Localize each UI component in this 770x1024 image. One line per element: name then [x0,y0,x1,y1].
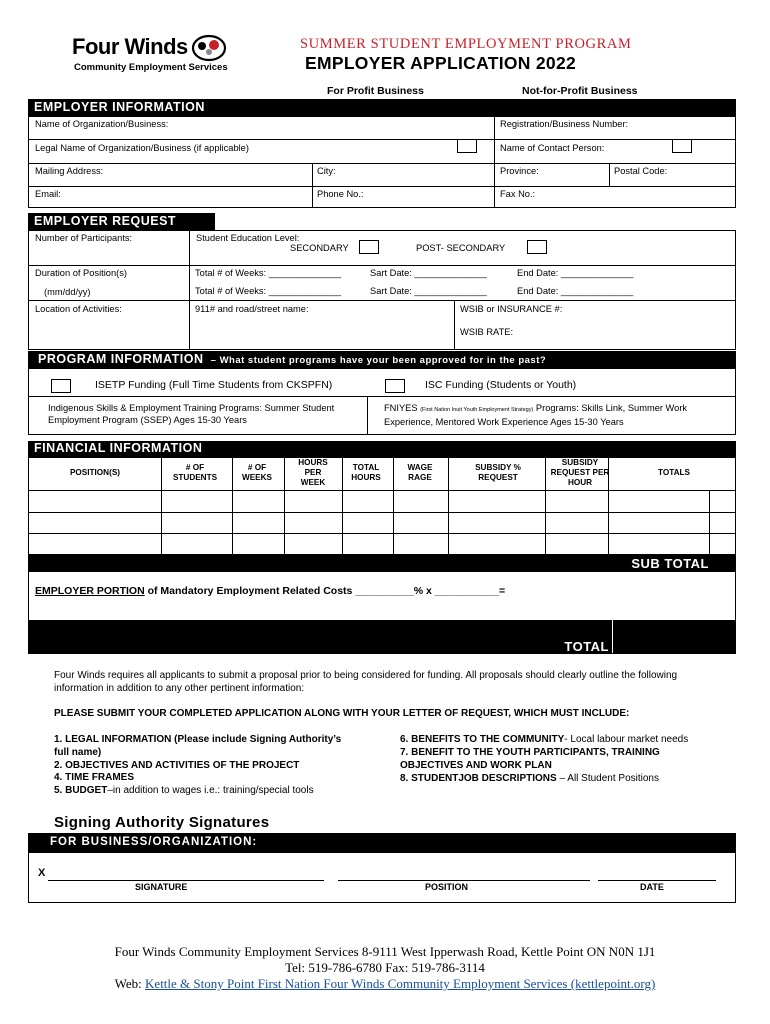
fniyes-label: FNIYES [384,403,418,413]
total-label: TOTAL [564,639,609,654]
start-date-field-2[interactable]: Sart Date: ______________ [370,286,487,296]
instructions-intro: Four Winds requires all applicants to submit a proposal prior to being considered for funding. All proposals should clearly outline the following information in addition to any other pertinent information: [54,670,678,694]
fniyes-programs: Programs: Skills Link, Summer Work Experience, Mentored Work Experience Ages 15-30 Years [384,403,688,427]
col-wage-rage: WAGE RAGE [407,463,433,482]
date-format-label: (mm/dd/yy) [44,287,91,297]
for-profit-checkbox[interactable] [457,139,477,153]
secondary-checkbox[interactable] [359,240,379,254]
program-title: SUMMER STUDENT EMPLOYMENT PROGRAM [300,36,632,52]
employer-request-bar [28,213,215,230]
logo-brand: Four Winds [72,34,188,59]
col-subsidy-percent: SUBSIDY % REQUEST [475,463,521,482]
col-hours-per-week: HOURS PER WEEK [298,458,328,487]
road-name-field[interactable]: 911# and road/street name: [195,304,309,314]
city-field[interactable]: City: [317,166,336,176]
col-positions: POSITION(S) [69,468,121,477]
wsib-rate-field[interactable]: WSIB RATE: [460,327,514,337]
wsib-field[interactable]: WSIB or INSURANCE #: [460,304,563,314]
program-info-bar [28,351,736,368]
post-secondary-label: POST- SECONDARY [416,243,506,253]
email-field[interactable]: Email: [35,189,61,199]
instruction-item-5-label: 5. BUDGET [54,785,108,796]
footer-address: Four Winds Community Employment Services 8-9111 West Ipperwash Road, Kettle Point ON N0N 1J1 [114,944,656,959]
total-divider [612,620,613,653]
org-name-field[interactable]: Name of Organization/Business: [35,119,169,129]
signature-line[interactable] [48,880,324,881]
sub-total-bar [29,554,735,572]
col-subsidy-per-hour: SUBSIDY REQUEST PER HOUR [550,458,610,487]
isc-label: ISC Funding (Students or Youth) [425,379,577,391]
reg-number-field[interactable]: Registration/Business Number: [500,119,629,129]
signing-title: Signing Authority Signatures [54,814,270,831]
employer-portion-field[interactable] [35,585,505,597]
legal-name-field[interactable]: Legal Name of Organization/Business (if applicable) [35,143,249,153]
total-bar [29,620,735,653]
instruction-item-6-detail: - Local labour market needs [564,734,689,745]
education-level-label: Student Education Level: [196,233,300,243]
signature-label: SIGNATURE [135,882,188,892]
employer-info-bar [28,99,736,116]
start-date-field-1[interactable]: Sart Date: ______________ [370,268,487,278]
signing-bar-label: FOR BUSINESS/ORGANIZATION: [50,836,258,848]
position-label: POSITION [425,882,469,892]
date-label: DATE [640,882,664,892]
end-date-field-2[interactable]: End Date: ______________ [517,286,634,296]
employer-info-box [28,116,736,208]
program-info-question: – What student programs have your been approved for in the past? [210,355,547,366]
signature-x-mark: X [38,867,46,879]
not-for-profit-label: Not-for-Profit Business [522,85,638,97]
logo-emblem-icon [188,34,228,64]
instruction-item-8-label: 8. STUDENTJOB DESCRIPTIONS [400,773,557,784]
footer-web-label: Web: [114,976,142,991]
instruction-item-1: 1. LEGAL INFORMATION (Please include Signing Authority’s full name) [54,734,342,758]
for-profit-label: For Profit Business [327,85,424,97]
program-info-title: PROGRAM INFORMATION [38,352,204,366]
position-line[interactable] [338,880,590,881]
footer-web-link[interactable]: Kettle & Stony Point First Nation Four Winds Community Employment Services (kettlepoint.org) [145,976,656,991]
total-weeks-field-2[interactable]: Total # of Weeks: ______________ [195,286,342,296]
employer-request-title: EMPLOYER REQUEST [34,214,177,228]
location-label: Location of Activities: [35,304,122,314]
financial-info-title: FINANCIAL INFORMATION [34,441,203,455]
signing-bar [28,833,736,853]
col-total-hours: TOTAL HOURS [351,463,381,482]
secondary-label: SECONDARY [290,243,349,253]
isetp-checkbox[interactable] [51,379,71,393]
instruction-item-5 [54,784,374,797]
post-secondary-checkbox[interactable] [527,240,547,254]
duration-label: Duration of Position(s) [35,268,127,278]
instruction-item-5-detail: –in addition to wages i.e.: training/special tools [107,785,314,796]
isetp-description: Indigenous Skills & Employment Training Programs: Summer Student Employment Program (SSEP) Ages 15-30 Years [48,403,335,425]
col-num-weeks: # OF WEEKS [241,463,273,482]
not-for-profit-checkbox[interactable] [672,139,692,153]
financial-info-bar [28,441,736,457]
employer-portion-formula: of Mandatory Employment Related Costs __________% x ___________= [147,585,506,597]
instruction-item-4: 4. TIME FRAMES [54,772,135,783]
date-line[interactable] [598,880,716,881]
footer [0,944,770,992]
isetp-label: ISETP Funding (Full Time Students from CKSPFN) [95,379,333,391]
mailing-address-field[interactable]: Mailing Address: [35,166,104,176]
province-field[interactable]: Province: [500,166,539,176]
footer-phone: Tel: 519-786-6780 Fax: 519-786-3114 [285,960,485,975]
application-title: EMPLOYER APPLICATION 2022 [305,53,577,73]
postal-code-field[interactable]: Postal Code: [614,166,668,176]
contact-name-field[interactable]: Name of Contact Person: [500,143,605,153]
fniyes-strategy: (First Nation Inuit Youth Employment Strategy) [420,407,534,413]
participants-field[interactable]: Number of Participants: [35,233,133,243]
sub-total-label: SUB TOTAL [631,556,709,571]
logo [72,34,242,78]
instruction-item-6-label: 6. BENEFITS TO THE COMMUNITY [400,734,565,745]
footer-web [0,976,770,992]
employer-info-title: EMPLOYER INFORMATION [34,100,205,114]
instruction-item-6 [400,733,740,746]
col-num-students: # OF STUDENTS [172,463,218,482]
end-date-field-1[interactable]: End Date: ______________ [517,268,634,278]
instructions-heading: PLEASE SUBMIT YOUR COMPLETED APPLICATION ALONG WITH YOUR LETTER OF REQUEST, WHICH MUST INCLUDE: [54,708,630,719]
phone-field[interactable]: Phone No.: [317,189,364,199]
total-weeks-field-1[interactable]: Total # of Weeks: ______________ [195,268,342,278]
col-totals: TOTALS [658,468,690,477]
signing-box [28,853,736,903]
isc-checkbox[interactable] [385,379,405,393]
employer-portion-label: EMPLOYER PORTION [35,585,145,597]
instruction-item-7: 7. BENEFIT TO THE YOUTH PARTICIPANTS, TRAINING OBJECTIVES AND WORK PLAN [400,747,660,771]
instruction-item-8-detail: – All Student Positions [559,773,659,784]
logo-subtitle: Community Employment Services [74,62,228,73]
instruction-item-8 [400,772,740,785]
instruction-item-2: 2. OBJECTIVES AND ACTIVITIES OF THE PROJECT [54,760,300,771]
fniyes-description [384,402,729,428]
fax-field[interactable]: Fax No.: [500,189,536,199]
